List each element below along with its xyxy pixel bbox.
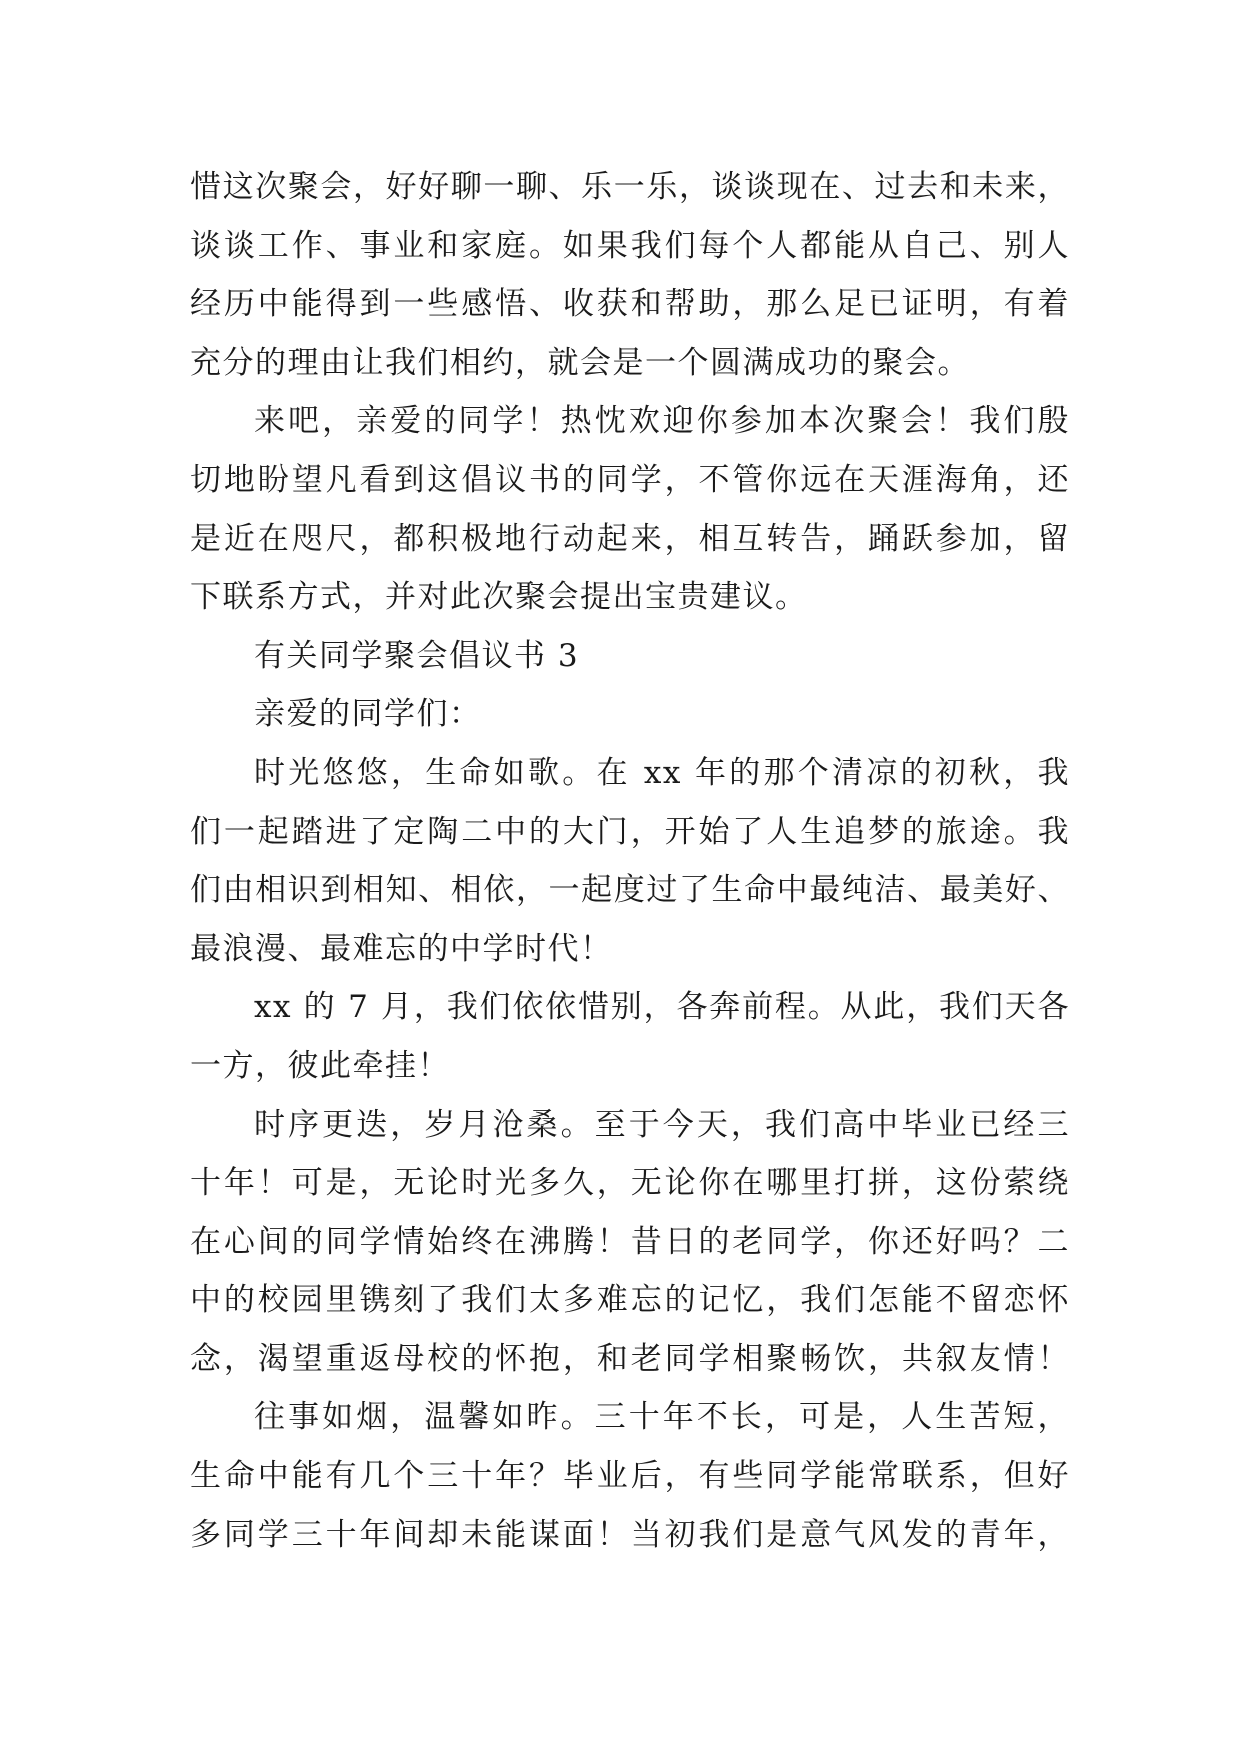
paragraph-first-line: xx 的 7 月，我们依依惜别，各奔前程。从此，我们天各	[254, 989, 1070, 1026]
text-line: 下联系方式，并对此次聚会提出宝贵建议。	[190, 579, 808, 616]
text-line: 念，渴望重返母校的怀抱，和老同学相聚畅饮，共叙友情！	[190, 1340, 1070, 1377]
text-line: 中的校园里镌刻了我们太多难忘的记忆，我们怎能不留恋怀	[190, 1282, 1070, 1319]
text-line: 们一起踏进了定陶二中的大门，开始了人生追梦的旅途。我	[190, 813, 1070, 850]
text-line: 们由相识到相知、相依，一起度过了生命中最纯洁、最美好、	[190, 872, 1070, 909]
section-heading: 有关同学聚会倡议书 3	[254, 637, 580, 674]
text-line: 一方，彼此牵挂！	[190, 1047, 450, 1084]
text-line: 是近在咫尺，都积极地行动起来，相互转告，踊跃参加，留	[190, 520, 1070, 557]
paragraph-first-line: 来吧，亲爱的同学！热忱欢迎你参加本次聚会！我们殷	[254, 403, 1070, 440]
text-line: 谈谈工作、事业和家庭。如果我们每个人都能从自己、别人	[190, 227, 1070, 264]
paragraph-first-line: 时序更迭，岁月沧桑。至于今天，我们高中毕业已经三	[254, 1106, 1070, 1143]
text-line: 充分的理由让我们相约，就会是一个圆满成功的聚会。	[190, 344, 970, 381]
paragraph-first-line: 时光悠悠，生命如歌。在 xx 年的那个清凉的初秋，我	[254, 754, 1070, 791]
paragraph-first-line: 往事如烟，温馨如昨。三十年不长，可是，人生苦短，	[254, 1399, 1070, 1436]
text-line: 惜这次聚会，好好聊一聊、乐一乐，谈谈现在、过去和未来，	[190, 169, 1070, 205]
text-line: 经历中能得到一些感悟、收获和帮助，那么足已证明，有着	[190, 286, 1070, 323]
text-line: 生命中能有几个三十年？毕业后，有些同学能常联系，但好	[190, 1458, 1070, 1495]
text-line: 十年！可是，无论时光多久，无论你在哪里打拼，这份萦绕	[190, 1165, 1070, 1202]
text-line: 在心间的同学情始终在沸腾！昔日的老同学，你还好吗？二	[190, 1223, 1070, 1260]
text-line: 最浪漫、最难忘的中学时代！	[190, 930, 613, 967]
salutation: 亲爱的同学们：	[254, 696, 482, 733]
text-line: 多同学三十年间却未能谋面！当初我们是意气风发的青年，	[190, 1516, 1070, 1553]
text-line: 切地盼望凡看到这倡议书的同学，不管你远在天涯海角，还	[190, 461, 1070, 498]
document-body	[190, 158, 1070, 1564]
